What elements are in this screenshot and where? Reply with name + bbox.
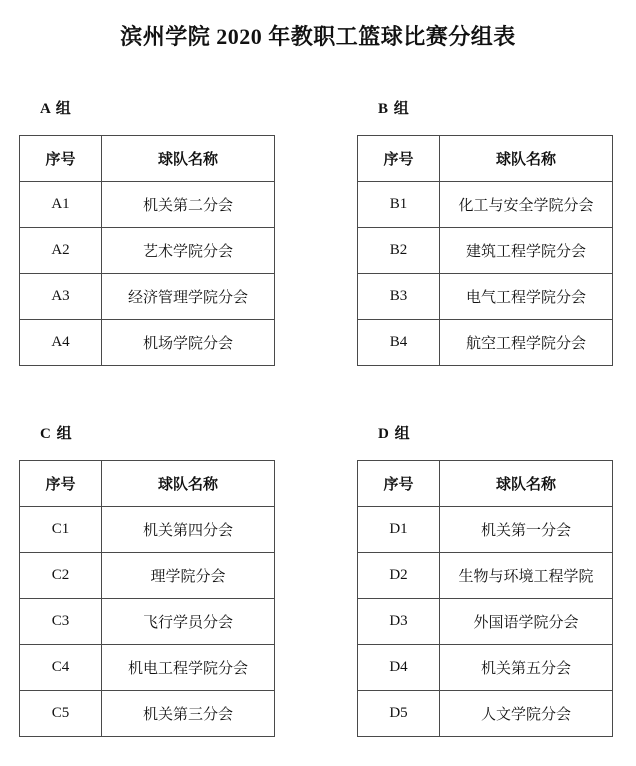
cell-team: 航空工程学院分会	[440, 320, 613, 366]
cell-team: 机关第三分会	[102, 691, 275, 737]
group-b-label: B 组	[378, 101, 410, 117]
cell-team: 艺术学院分会	[102, 228, 275, 274]
column-header-team: 球队名称	[440, 136, 613, 182]
cell-index: D5	[358, 691, 440, 737]
cell-team: 机关第二分会	[102, 182, 275, 228]
table-row	[20, 320, 275, 366]
group-a-table	[19, 135, 275, 366]
column-header-team: 球队名称	[440, 461, 613, 507]
table-row	[358, 274, 613, 320]
cell-index: C1	[20, 507, 102, 553]
table-row	[20, 599, 275, 645]
table-row	[20, 274, 275, 320]
cell-index: D3	[358, 599, 440, 645]
group-b-table	[357, 135, 613, 366]
cell-team: 理学院分会	[102, 553, 275, 599]
cell-team: 生物与环境工程学院	[440, 553, 613, 599]
column-header-team: 球队名称	[102, 136, 275, 182]
table-row	[358, 691, 613, 737]
column-header-index: 序号	[358, 136, 440, 182]
cell-team: 化工与安全学院分会	[440, 182, 613, 228]
cell-team: 飞行学员分会	[102, 599, 275, 645]
cell-index: B3	[358, 274, 440, 320]
table-header-row	[358, 136, 613, 182]
cell-index: C3	[20, 599, 102, 645]
cell-team: 外国语学院分会	[440, 599, 613, 645]
column-header-index: 序号	[20, 461, 102, 507]
cell-index: B2	[358, 228, 440, 274]
cell-index: D4	[358, 645, 440, 691]
group-a-label: A 组	[40, 101, 72, 117]
group-d-section	[357, 424, 612, 737]
table-row	[358, 507, 613, 553]
column-header-index: 序号	[20, 136, 102, 182]
cell-index: A2	[20, 228, 102, 274]
cell-team: 机关第五分会	[440, 645, 613, 691]
cell-index: B1	[358, 182, 440, 228]
group-a-section	[19, 99, 274, 366]
cell-index: C5	[20, 691, 102, 737]
cell-index: A4	[20, 320, 102, 366]
cell-team: 机关第四分会	[102, 507, 275, 553]
table-row	[358, 182, 613, 228]
table-row	[20, 691, 275, 737]
table-row	[358, 553, 613, 599]
cell-index: C4	[20, 645, 102, 691]
table-row	[20, 645, 275, 691]
cell-index: D1	[358, 507, 440, 553]
cell-index: B4	[358, 320, 440, 366]
cell-index: C2	[20, 553, 102, 599]
table-row	[20, 507, 275, 553]
cell-team: 电气工程学院分会	[440, 274, 613, 320]
group-c-table	[19, 460, 275, 737]
table-row	[358, 228, 613, 274]
cell-team: 机关第一分会	[440, 507, 613, 553]
table-header-row	[20, 461, 275, 507]
column-header-index: 序号	[358, 461, 440, 507]
cell-team: 机场学院分会	[102, 320, 275, 366]
cell-index: D2	[358, 553, 440, 599]
table-row	[358, 645, 613, 691]
group-c-label: C 组	[40, 426, 73, 442]
table-row	[20, 553, 275, 599]
cell-index: A1	[20, 182, 102, 228]
cell-team: 机电工程学院分会	[102, 645, 275, 691]
group-c-section	[19, 424, 274, 737]
group-d-table	[357, 460, 613, 737]
cell-team: 建筑工程学院分会	[440, 228, 613, 274]
column-header-team: 球队名称	[102, 461, 275, 507]
table-header-row	[358, 461, 613, 507]
cell-index: A3	[20, 274, 102, 320]
cell-team: 人文学院分会	[440, 691, 613, 737]
table-row	[20, 182, 275, 228]
table-row	[358, 599, 613, 645]
table-row	[358, 320, 613, 366]
cell-team: 经济管理学院分会	[102, 274, 275, 320]
page-title: 滨州学院 2020 年教职工篮球比赛分组表	[120, 24, 516, 49]
table-header-row	[20, 136, 275, 182]
group-d-label: D 组	[378, 426, 411, 442]
table-row	[20, 228, 275, 274]
group-b-section	[357, 99, 612, 366]
